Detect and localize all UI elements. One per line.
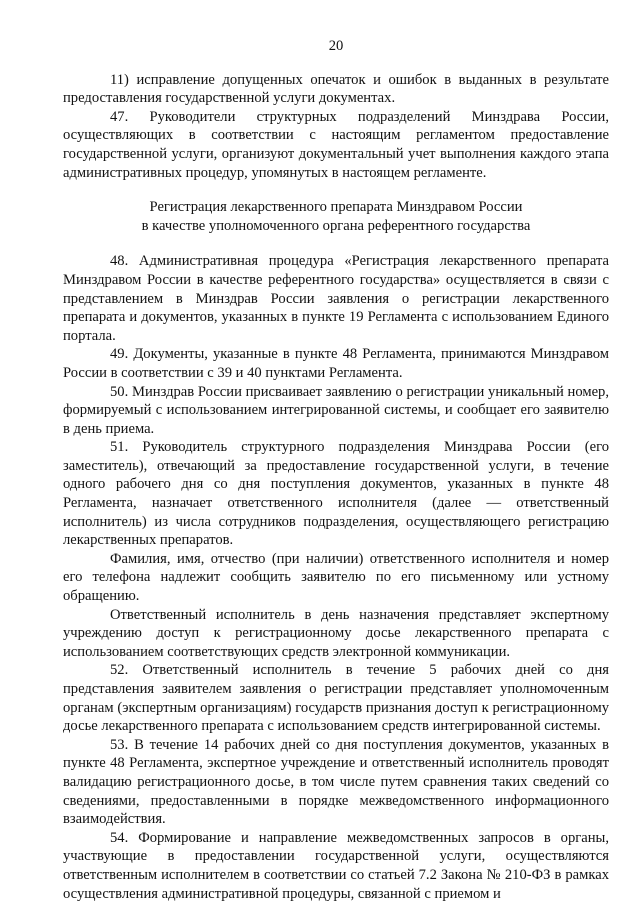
paragraph-51: 51. Руководитель структурного подразделения Минздрава России (его заместитель), отвечающий за предоставление государственной услуги, в течение одного рабочего дня со дня поступления документов, указанных в пункте 48 Регламента, назначает ответственного исполнителя (далее — ответственный исполнитель) из числа сотрудников подразделения, осуществляющего регистрацию лекарственных препаратов. (63, 439, 609, 549)
paragraph-47: 47. Руководители структурных подразделений Минздрава России, осуществляющих в соответствии с настоящим регламентом предоставление государственной услуги, организуют документальный учет выполнения каждого этапа административных процедур, упомянутых в настоящем регламенте. (63, 108, 609, 181)
section-before (63, 71, 609, 183)
paragraph-52: 52. Ответственный исполнитель в течение 5 рабочих дней со дня представления заявителем заявления о регистрации представляет уполномоченным органам (экспертным организациям) государств признания доступ к регистрационному досье лекарственного препарата с использованием средств интегрированной системы. (63, 662, 609, 735)
section-after (63, 252, 609, 903)
paragraph-50: 50. Минздрав России присваивает заявлению о регистрации уникальный номер, формируемый с использованием интегрированной системы, и сообщает его заявителю в день приема. (63, 383, 609, 437)
section-heading (63, 198, 609, 235)
paragraph-54: 54. Формирование и направление межведомственных запросов в органы, участвующие в предоставлении государственной услуги, осуществляются ответственным исполнителем в соответствии со статьей 7.2 Закона № 210-ФЗ в рамках осуществления административной процедуры, связанной с приемом и (63, 829, 609, 902)
section-heading-line-1: Регистрация лекарственного препарата Минздравом России (149, 199, 523, 216)
page-number: 20 (328, 38, 344, 54)
paragraph-53: 53. В течение 14 рабочих дней со дня поступления документов, указанных в пункте 48 Регламента, экспертное учреждение и ответственный исполнитель проводят валидацию регистрационного досье, в том числе путем сравнения таких сведений со сведениями, предоставленными в порядке межведомственного информационного взаимодействия. (63, 736, 609, 828)
paragraph-49: 49. Документы, указанные в пункте 48 Регламента, принимаются Минздравом России в соответствии с 39 и 40 пунктами Регламента. (63, 346, 609, 381)
paragraph-item-11: 11) исправление допущенных опечаток и ошибок в выданных в результате предоставления государственной услуги документах. (63, 71, 609, 107)
paragraph-48: 48. Административная процедура «Регистрация лекарственного препарата Минздравом России в качестве референтного государства» осуществляется в связи с представлением в Минздрав России заявления о регистрации лекарственного препарата и документов, указанных в пункте 19 Регламента с использованием Единого портала. (63, 253, 609, 344)
section-heading-line-2: в качестве уполномоченного органа референтного государства (141, 217, 531, 234)
paragraph-51-contact: Фамилия, имя, отчество (при наличии) ответственного исполнителя и номер его телефона надлежит сообщить заявителю по его письменному или устному обращению. (63, 550, 609, 605)
paragraph-51-access: Ответственный исполнитель в день назначения представляет экспертному учреждению доступ к регистрационному досье лекарственного препарата с использованием соответствующих средств электронной коммуникации. (63, 606, 609, 660)
